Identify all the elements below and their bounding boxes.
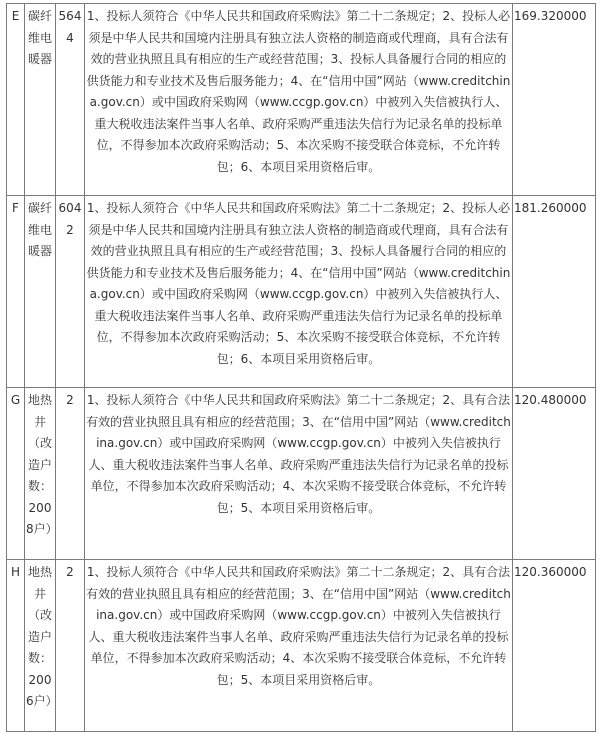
budget-amount: 181.260000 [513,196,596,388]
lot-letter: F [7,196,25,388]
item-quantity: 6042 [56,196,85,388]
lot-letter: E [7,4,25,196]
table-row [7,196,596,388]
bidder-requirements: 1、投标人须符合《中华人民共和国政府采购法》第二十二条规定；2、投标人必须是中华人民共和国境内注册具有独立法人资格的制造商或代理商，具有合法有效的营业执照且具有相应的生产或经营范围；3、投标人具备履行合同的相应的供货能力和专业技术及售后服务能力；4、在“信用中国”网站（www.creditchina.gov.cn）或中国政府采购网（www.ccgp.gov.cn）中被列入失信被执行人、重大税收违法案件当事人名单、政府采购严重违法失信行为记录名单的投标单位，不得参加本次政府采购活动；5、本次采购不接受联合体竞标，不允许转包；6、本项目采用资格后审。 [85,196,513,388]
item-quantity: 2 [56,388,85,560]
table-row [7,560,596,732]
procurement-lots-table [6,3,596,732]
budget-amount: 169.320000 [513,4,596,196]
bidder-requirements: 1、投标人须符合《中华人民共和国政府采购法》第二十二条规定；2、具有合法有效的营业执照且具有相应的经营范围；3、在“信用中国”网站（www.creditchina.gov.cn）或中国政府采购网（www.ccgp.gov.cn）中被列入失信被执行人、重大税收违法案件当事人名单、政府采购严重违法失信行为记录名单的投标单位，不得参加本次政府采购活动；4、本次采购不接受联合体竞标，不允许转包；5、本项目采用资格后审。 [85,560,513,732]
bidder-requirements: 1、投标人须符合《中华人民共和国政府采购法》第二十二条规定；2、具有合法有效的营业执照且具有相应的经营范围；3、在“信用中国”网站（www.creditchina.gov.cn）或中国政府采购网（www.ccgp.gov.cn）中被列入失信被执行人、重大税收违法案件当事人名单、政府采购严重违法失信行为记录名单的投标单位，不得参加本次政府采购活动；4、本次采购不接受联合体竞标，不允许转包；5、本项目采用资格后审。 [85,388,513,560]
bidder-requirements: 1、投标人须符合《中华人民共和国政府采购法》第二十二条规定；2、投标人必须是中华人民共和国境内注册具有独立法人资格的制造商或代理商，具有合法有效的营业执照且具有相应的生产或经营范围；3、投标人具备履行合同的相应的供货能力和专业技术及售后服务能力；4、在“信用中国”网站（www.creditchina.gov.cn）或中国政府采购网（www.ccgp.gov.cn）中被列入失信被执行人、重大税收违法案件当事人名单、政府采购严重违法失信行为记录名单的投标单位，不得参加本次政府采购活动；5、本次采购不接受联合体竞标，不允许转包；6、本项目采用资格后审。 [85,4,513,196]
budget-amount: 120.480000 [513,388,596,560]
table-row [7,4,596,196]
lot-letter: H [7,560,25,732]
item-name: 碳纤维电暖器 [25,4,56,196]
item-name: 地热井（改造户数：2006户） [25,560,56,732]
lot-letter: G [7,388,25,560]
item-name: 地热井（改造户数：2008户） [25,388,56,560]
table-row [7,388,596,560]
budget-amount: 120.360000 [513,560,596,732]
item-name: 碳纤维电暖器 [25,196,56,388]
item-quantity: 2 [56,560,85,732]
item-quantity: 5644 [56,4,85,196]
